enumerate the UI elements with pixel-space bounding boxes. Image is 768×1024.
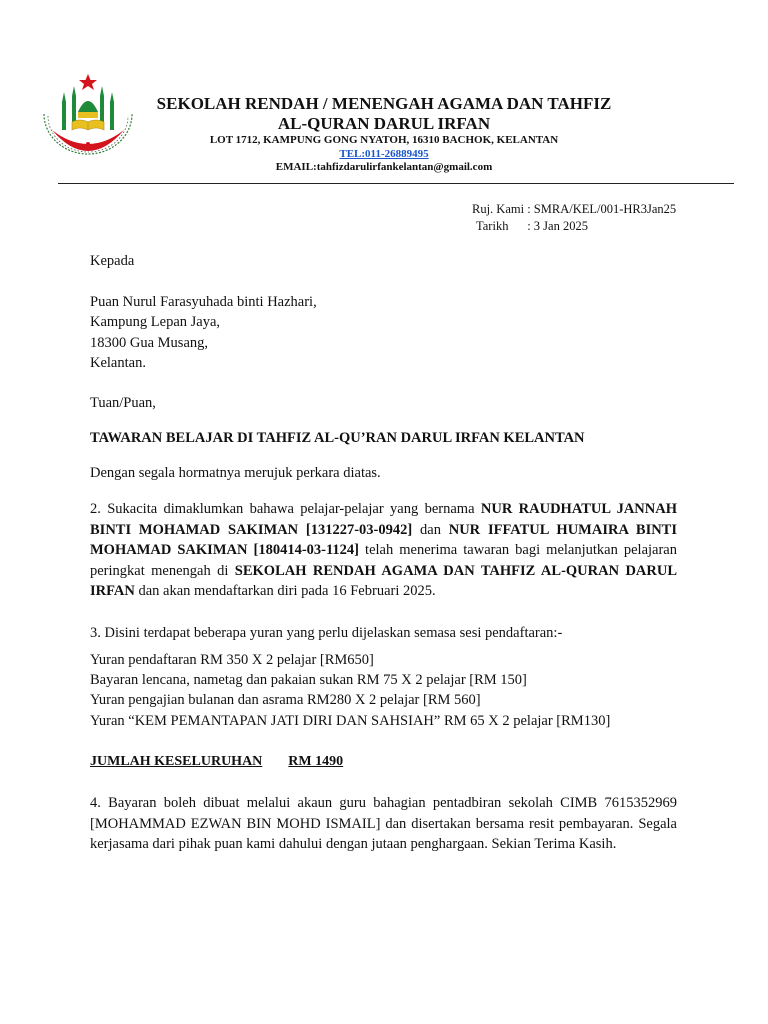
salutation: Tuan/Puan, (90, 395, 156, 411)
paragraph-3: 3. Disini terdapat beberapa yuran yang perlu dijelaskan semasa sesi pendaftaran:- (90, 625, 563, 641)
recipient-line-2: Kampung Lepan Jaya, (90, 314, 221, 330)
paragraph-4: 4. Bayaran boleh dibuat melalui akaun guru bahagian pentadbiran sekolah CIMB 7615352969 [MOHAMMAD EZWAN BIN MOHD ISMAIL] dan disertakan bersama resit pembayaran. Segala kerjasama dari pihak puan kami dahului dengan jutaan penghargaan. Sekian Terima Kasih. (90, 795, 677, 852)
recipient-line-3: 18300 Gua Musang, (90, 335, 209, 351)
fee-item-4: Yuran “KEM PEMANTAPAN JATI DIRI DAN SAHSIAH” RM 65 X 2 pelajar [RM130] (90, 713, 611, 729)
p2-end: dan akan mendaftarkan diri pada 16 Februari 2025. (134, 583, 436, 599)
fee-item-1: Yuran pendaftaran RM 350 X 2 pelajar [RM650] (90, 652, 374, 668)
recipient-line-4: Kelantan. (90, 355, 146, 371)
school-name-inline: SEKOLAH RENDAH AGAMA DAN TAHFIZ AL-QURAN DARUL IRFAN (90, 562, 678, 599)
paragraph-2 (90, 499, 677, 602)
total-amount: RM 1490 (288, 754, 344, 769)
reference-number: Ruj. Kami : SMRA/KEL/001-HR3Jan25 (472, 202, 677, 216)
p2-and: dan (412, 521, 449, 538)
school-tel (140, 148, 628, 160)
p2-intro: 2. Sukacita dimaklumkan bahawa pelajar-pelajar yang bernama (90, 501, 481, 517)
letter-subject: TAWARAN BELAJAR DI TAHFIZ AL-QU’RAN DARUL IRFAN KELANTAN (90, 430, 585, 446)
student-1-name: NUR RAUDHATUL JANNAH BINTI MOHAMAD SAKIMAN [131227-03-0942] (90, 501, 677, 538)
fee-item-2: Bayaran lencana, nametag dan pakaian sukan RM 75 X 2 pelajar [RM 150] (90, 672, 527, 688)
student-2-name: NUR IFFATUL HUMAIRA BINTI MOHAMAD SAKIMAN [180414-03-1124] (90, 521, 677, 558)
fee-item-3: Yuran pengajian bulanan dan asrama RM280 X 2 pelajar [RM 560] (90, 692, 481, 708)
school-email: EMAIL:tahfizdarulirfankelantan@gmail.com (275, 161, 493, 173)
total-label: JUMLAH KESELURUHAN (90, 754, 263, 769)
total-line (90, 752, 343, 773)
school-name-line2: AL-QURAN DARUL IRFAN (277, 114, 491, 133)
tel-link[interactable]: TEL:011-26889495 (339, 148, 429, 160)
header-divider (58, 183, 734, 184)
recipient-line-1: Puan Nurul Farasyuhada binti Hazhari, (90, 294, 317, 310)
mosque-crest-icon (38, 72, 138, 167)
school-name-line1: SEKOLAH RENDAH / MENENGAH AGAMA DAN TAHFIZ (156, 94, 612, 113)
letter-date: Tarikh : 3 Jan 2025 (476, 219, 588, 233)
kepada-label: Kepada (90, 253, 135, 269)
p2-middle: telah menerima tawaran bagi melanjutkan pelajaran peringkat menengah di (90, 542, 677, 579)
paragraph-1: Dengan segala hormatnya merujuk perkara diatas. (90, 465, 381, 481)
school-address: LOT 1712, KAMPUNG GONG NYATOH, 16310 BACHOK, KELANTAN (209, 134, 559, 146)
